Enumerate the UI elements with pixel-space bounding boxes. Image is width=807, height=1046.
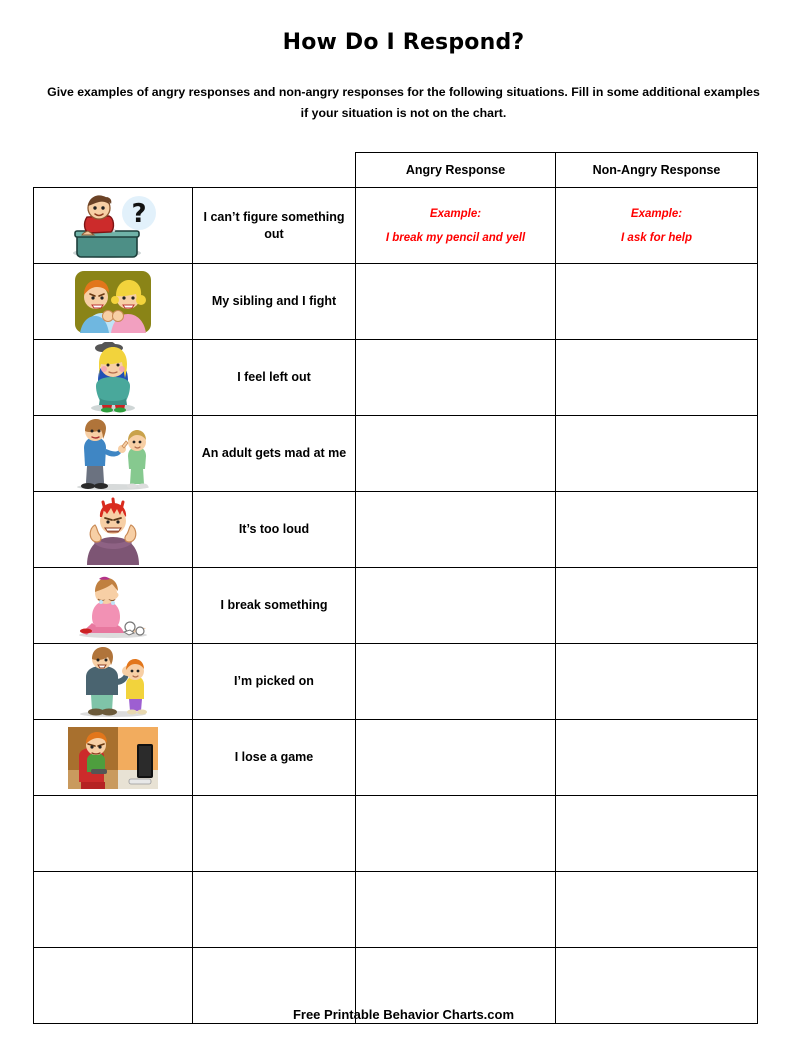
example-label-non-angry: Example: xyxy=(630,207,683,220)
table-row xyxy=(34,188,758,264)
header-non-angry-response: Non-Angry Response xyxy=(556,153,758,188)
table-row xyxy=(34,416,758,492)
situation-label: I break something xyxy=(193,568,356,644)
situation-label: An adult gets mad at me xyxy=(193,416,356,492)
non-angry-response-cell[interactable] xyxy=(556,796,758,872)
situation-image-cell[interactable] xyxy=(34,872,193,948)
situation-label: It’s too loud xyxy=(193,492,356,568)
situation-image-cell xyxy=(34,720,193,796)
table-row xyxy=(34,644,758,720)
header-image-column xyxy=(34,153,193,188)
table-row xyxy=(34,492,758,568)
angry-response-cell[interactable] xyxy=(356,568,556,644)
non-angry-response-cell[interactable] xyxy=(556,568,758,644)
situation-label: I’m picked on xyxy=(193,644,356,720)
non-angry-response-cell[interactable] xyxy=(556,644,758,720)
svg-text:?: ? xyxy=(131,198,147,229)
adult-scolding-child-icon xyxy=(34,417,192,490)
example-text-non-angry: I ask for help xyxy=(621,231,692,244)
response-chart-table xyxy=(33,152,758,1024)
angry-response-cell[interactable] xyxy=(356,492,556,568)
table-row xyxy=(34,264,758,340)
bully-and-child-icon xyxy=(34,645,192,718)
table-row xyxy=(34,568,758,644)
sad-girl-rain-cloud-icon xyxy=(34,341,192,414)
angry-response-cell[interactable] xyxy=(356,416,556,492)
situation-image-cell xyxy=(34,416,193,492)
situation-image-cell xyxy=(34,188,193,264)
example-label-angry: Example: xyxy=(429,207,482,220)
situation-label[interactable] xyxy=(193,796,356,872)
angry-response-cell[interactable] xyxy=(356,188,556,264)
instructions-text: Give examples of angry responses and non-angry responses for the following situations. Fill in some additional examples if your situation is not on the chart. xyxy=(47,85,760,120)
non-angry-response-cell[interactable] xyxy=(556,188,758,264)
table-row xyxy=(34,872,758,948)
situation-label: I can’t figure something out xyxy=(193,188,356,264)
page-title: How Do I Respond? xyxy=(282,30,525,55)
header-situation-column xyxy=(193,153,356,188)
angry-response-cell[interactable] xyxy=(356,796,556,872)
table-header-row xyxy=(34,153,758,188)
angry-response-cell[interactable] xyxy=(356,872,556,948)
table-row xyxy=(34,720,758,796)
non-angry-response-cell[interactable] xyxy=(556,492,758,568)
angry-response-cell[interactable] xyxy=(356,264,556,340)
example-text-angry: I break my pencil and yell xyxy=(385,231,526,244)
non-angry-response-cell[interactable] xyxy=(556,416,758,492)
situation-image-cell xyxy=(34,340,193,416)
footer-attribution: Free Printable Behavior Charts.com xyxy=(292,1007,515,1022)
angry-response-cell[interactable] xyxy=(356,644,556,720)
situation-label: I lose a game xyxy=(193,720,356,796)
covering-ears-icon xyxy=(34,493,192,566)
situation-image-cell xyxy=(34,492,193,568)
situation-image-cell xyxy=(34,568,193,644)
non-angry-response-cell[interactable] xyxy=(556,264,758,340)
non-angry-response-cell[interactable] xyxy=(556,872,758,948)
angry-response-cell[interactable] xyxy=(356,340,556,416)
situation-image-cell xyxy=(34,644,193,720)
situation-label[interactable] xyxy=(193,872,356,948)
table-row xyxy=(34,340,758,416)
confused-boy-at-desk-icon xyxy=(34,189,192,262)
siblings-arguing-icon xyxy=(34,265,192,338)
angry-response-cell[interactable] xyxy=(356,720,556,796)
table-row xyxy=(34,796,758,872)
situation-image-cell[interactable] xyxy=(34,796,193,872)
girl-crying-broken-item-icon xyxy=(34,569,192,642)
situation-label: My sibling and I fight xyxy=(193,264,356,340)
situation-label: I feel left out xyxy=(193,340,356,416)
non-angry-response-cell[interactable] xyxy=(556,720,758,796)
situation-image-cell xyxy=(34,264,193,340)
non-angry-response-cell[interactable] xyxy=(556,340,758,416)
boy-playing-video-game-icon xyxy=(34,721,192,794)
header-angry-response: Angry Response xyxy=(356,153,556,188)
